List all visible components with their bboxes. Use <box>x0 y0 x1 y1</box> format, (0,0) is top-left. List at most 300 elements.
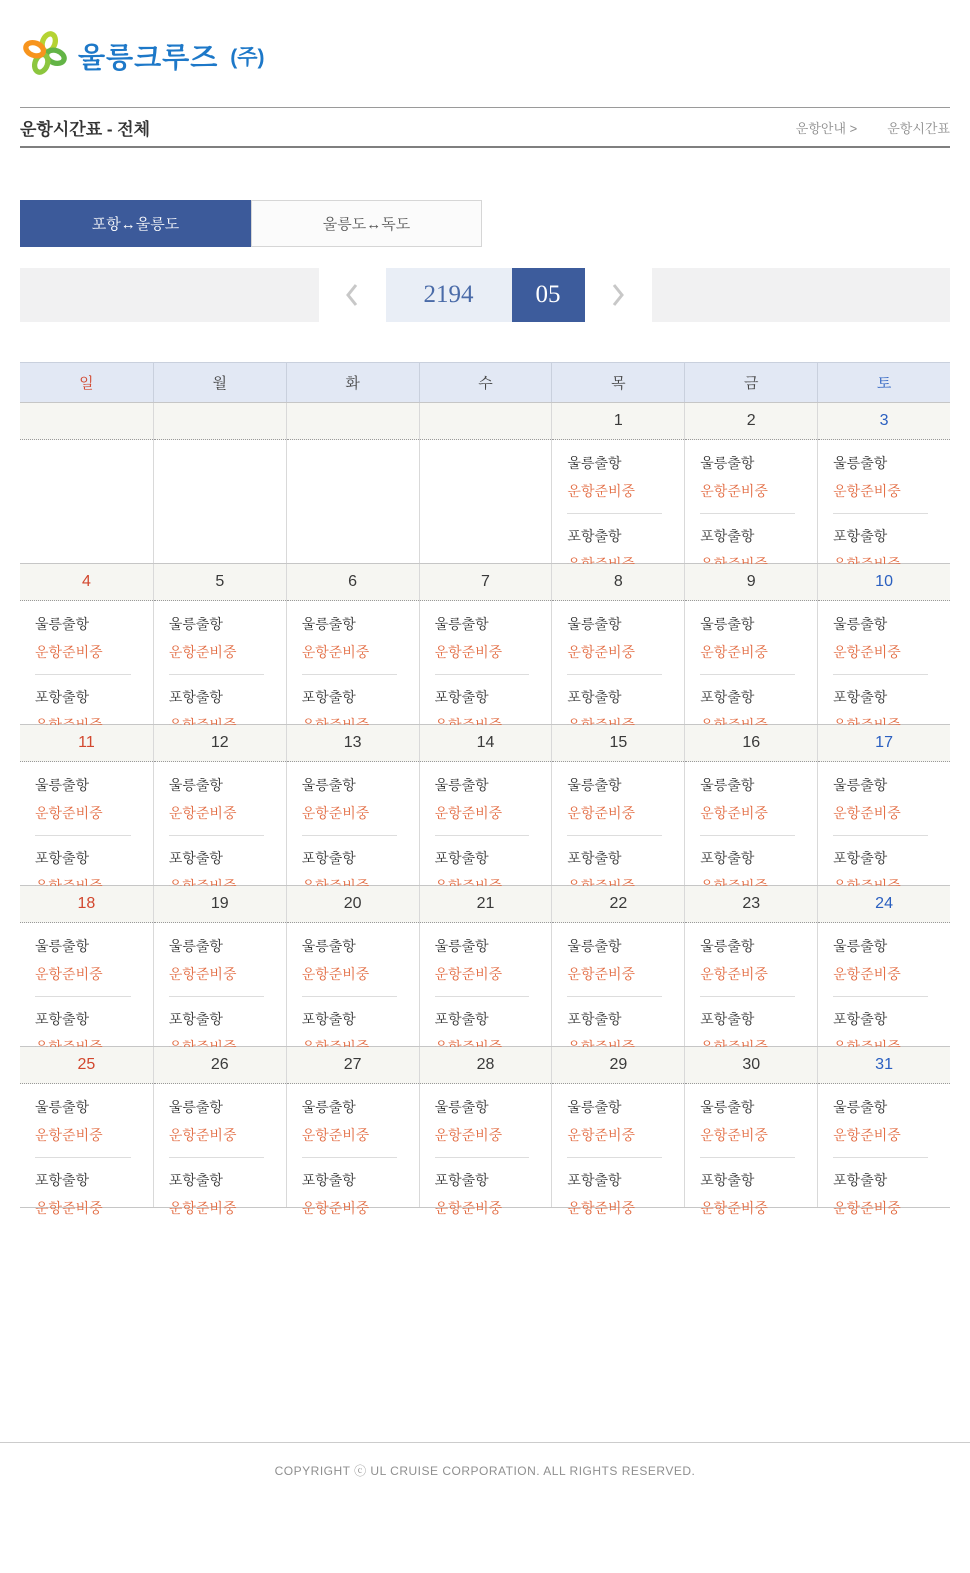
entry-divider <box>35 1157 131 1158</box>
calendar-date: 27 <box>287 1047 419 1084</box>
departure-port-label: 포항출항 <box>168 850 223 866</box>
departure-status: 운항준비중 <box>567 966 636 982</box>
departure-status: 운항준비중 <box>434 966 503 982</box>
calendar-day-cell <box>153 564 286 724</box>
schedule-entry <box>833 936 936 984</box>
calendar-date: 16 <box>685 725 817 762</box>
entry-divider <box>700 835 795 836</box>
tab-ulleungdo-dokdo[interactable]: 울릉도↔독도 <box>251 200 482 247</box>
calendar-day-content <box>420 601 552 724</box>
departure-status: 운항준비중 <box>833 1127 901 1143</box>
calendar-day-cell <box>286 564 419 724</box>
calendar-date: 12 <box>154 725 286 762</box>
departure-status: 운항준비중 <box>301 644 370 660</box>
calendar-day-cell <box>20 403 153 563</box>
departure-port-label: 울릉출항 <box>35 1099 90 1115</box>
entry-divider <box>169 1157 264 1158</box>
calendar-date: 5 <box>154 564 286 601</box>
schedule-entry <box>700 936 803 984</box>
departure-status: 운항준비중 <box>434 805 503 821</box>
calendar-day-content <box>287 440 419 563</box>
page-container <box>20 0 950 1216</box>
entry-divider <box>302 996 397 997</box>
entry-divider <box>833 996 928 997</box>
calendar-day-cell <box>817 403 950 563</box>
departure-port-label: 울릉출항 <box>833 777 888 793</box>
schedule-entry <box>700 453 803 501</box>
calendar-day-content <box>420 1084 552 1216</box>
departure-status: 운항준비중 <box>168 644 237 660</box>
breadcrumb-parent[interactable]: 운항안내 > <box>795 120 858 136</box>
entry-divider <box>435 674 530 675</box>
weekday-header-row <box>20 362 950 402</box>
calendar-date: 31 <box>818 1047 950 1084</box>
entry-divider <box>567 835 662 836</box>
departure-status: 운항준비중 <box>700 483 768 499</box>
departure-port-label: 울릉출항 <box>35 938 90 954</box>
schedule-entry <box>435 936 538 984</box>
schedule-entry <box>302 614 405 662</box>
calendar-day-content <box>818 1084 950 1216</box>
calendar-date: 28 <box>420 1047 552 1084</box>
calendar-day-content <box>552 923 684 1046</box>
chevron-left-icon <box>342 280 362 310</box>
calendar-day-cell <box>551 403 684 563</box>
calendar-date: 20 <box>287 886 419 923</box>
year-display: 2194 <box>386 268 512 322</box>
departure-status: 운항준비중 <box>700 1200 768 1216</box>
calendar-day-content <box>685 440 817 563</box>
schedule-entry <box>567 936 670 984</box>
departure-status: 운항준비중 <box>168 1127 237 1143</box>
calendar-day-cell <box>817 886 950 1046</box>
departure-port-label: 울릉출항 <box>567 1099 622 1115</box>
calendar-day-content <box>20 923 153 1046</box>
site-logo[interactable] <box>22 30 265 81</box>
schedule-entry <box>567 1097 670 1145</box>
schedule-entry <box>700 775 803 823</box>
calendar-day-cell <box>286 403 419 563</box>
departure-port-label: 포항출항 <box>434 850 489 866</box>
entry-divider <box>700 674 795 675</box>
calendar-day-content <box>154 762 286 885</box>
departure-status: 운항준비중 <box>434 1200 503 1216</box>
calendar-date: 21 <box>420 886 552 923</box>
departure-port-label: 포항출항 <box>833 528 888 544</box>
calendar-day-content <box>420 440 552 563</box>
calendar-day-content <box>287 1084 419 1216</box>
entry-divider <box>35 996 131 997</box>
calendar-date: 23 <box>685 886 817 923</box>
calendar-day-cell <box>551 564 684 724</box>
departure-status: 운항준비중 <box>35 1127 103 1143</box>
departure-port-label: 울릉출항 <box>168 616 223 632</box>
departure-status: 운항준비중 <box>301 966 370 982</box>
departure-port-label: 울릉출항 <box>833 1099 888 1115</box>
schedule-entry <box>435 1097 538 1145</box>
weekday-header-fri: 금 <box>684 363 817 402</box>
chevron-right-icon <box>608 280 628 310</box>
weekday-header-tue: 화 <box>286 363 419 402</box>
calendar-day-cell <box>153 886 286 1046</box>
departure-port-label: 울릉출항 <box>35 777 90 793</box>
schedule-entry <box>435 775 538 823</box>
departure-status: 운항준비중 <box>567 805 636 821</box>
departure-port-label: 울릉출항 <box>434 777 489 793</box>
departure-port-label: 울릉출항 <box>168 938 223 954</box>
departure-status: 운항준비중 <box>35 644 103 660</box>
calendar-date: 24 <box>818 886 950 923</box>
brand-name: 울릉크루즈 <box>78 41 219 73</box>
departure-port-label: 포항출항 <box>434 689 489 705</box>
tab-pohang-ulleungdo[interactable]: 포항↔울릉도 <box>20 200 251 247</box>
departure-port-label: 포항출항 <box>833 1011 888 1027</box>
calendar-week <box>20 724 950 885</box>
schedule-entry <box>35 936 139 984</box>
calendar-date: 25 <box>20 1047 153 1084</box>
departure-port-label: 울릉출항 <box>434 938 489 954</box>
weekday-header-sat: 토 <box>817 363 950 402</box>
calendar-day-content <box>685 762 817 885</box>
calendar-date: 1 <box>552 403 684 440</box>
footer-copyright: COPYRIGHT ⓒ UL CRUISE CORPORATION. ALL RIGHTS RESERVED. <box>274 1464 696 1478</box>
calendar-date: 29 <box>552 1047 684 1084</box>
weekday-header-wed: 수 <box>419 363 552 402</box>
departure-port-label: 울릉출항 <box>301 1099 356 1115</box>
entry-divider <box>35 674 131 675</box>
departure-port-label: 포항출항 <box>567 689 622 705</box>
site-header <box>20 0 950 76</box>
calendar-day-cell <box>20 886 153 1046</box>
title-bar <box>20 107 950 148</box>
weekday-header-mon: 월 <box>153 363 286 402</box>
schedule-entry <box>700 1170 803 1218</box>
schedule-entry <box>302 1170 405 1218</box>
route-tabs <box>20 200 950 247</box>
calendar-day-cell <box>684 1047 817 1216</box>
departure-status: 운항준비중 <box>567 483 636 499</box>
departure-port-label: 포항출항 <box>168 689 223 705</box>
departure-status: 운항준비중 <box>168 1200 237 1216</box>
calendar-date: 13 <box>287 725 419 762</box>
departure-port-label: 포항출항 <box>434 1172 489 1188</box>
departure-port-label: 포항출항 <box>301 689 356 705</box>
entry-divider <box>567 1157 662 1158</box>
departure-port-label: 포항출항 <box>301 1172 356 1188</box>
entry-divider <box>302 835 397 836</box>
month-display: 05 <box>512 268 585 322</box>
calendar-date: 11 <box>20 725 153 762</box>
calendar-day-cell <box>419 564 552 724</box>
departure-port-label: 포항출항 <box>35 850 90 866</box>
departure-status: 운항준비중 <box>567 1127 636 1143</box>
departure-status: 운항준비중 <box>833 644 901 660</box>
calendar-day-content <box>20 762 153 885</box>
calendar-day-content <box>420 923 552 1046</box>
departure-port-label: 포항출항 <box>833 850 888 866</box>
calendar-day-content <box>818 762 950 885</box>
calendar-day-content <box>685 1084 817 1216</box>
calendar-day-cell <box>286 725 419 885</box>
calendar-day-content <box>552 601 684 724</box>
calendar-day-content <box>552 762 684 885</box>
departure-port-label: 포항출항 <box>567 528 622 544</box>
calendar-date <box>287 403 419 440</box>
calendar-day-cell <box>551 725 684 885</box>
calendar-day-cell <box>817 725 950 885</box>
calendar-day-content <box>287 762 419 885</box>
calendar-body <box>20 402 950 1216</box>
schedule-entry <box>302 936 405 984</box>
schedule-entry <box>35 1170 139 1218</box>
breadcrumb-current[interactable]: 운항시간표 <box>887 120 950 136</box>
calendar-day-cell <box>286 886 419 1046</box>
calendar-week <box>20 402 950 563</box>
departure-port-label: 포항출항 <box>168 1011 223 1027</box>
entry-divider <box>435 835 530 836</box>
entry-divider <box>700 1157 795 1158</box>
calendar-day-cell <box>153 1047 286 1216</box>
pinwheel-flower-icon <box>22 30 68 81</box>
entry-divider <box>567 513 662 514</box>
calendar-day-content <box>818 440 950 563</box>
departure-port-label: 울릉출항 <box>700 616 755 632</box>
departure-port-label: 울릉출항 <box>434 1099 489 1115</box>
schedule-entry <box>833 1097 936 1145</box>
departure-port-label: 울릉출항 <box>833 616 888 632</box>
calendar-day-cell <box>817 1047 950 1216</box>
calendar-date: 26 <box>154 1047 286 1084</box>
calendar-day-content <box>154 923 286 1046</box>
entry-divider <box>833 835 928 836</box>
departure-port-label: 포항출항 <box>567 1172 622 1188</box>
departure-port-label: 포항출항 <box>567 850 622 866</box>
departure-port-label: 포항출항 <box>700 1011 755 1027</box>
calendar-date: 22 <box>552 886 684 923</box>
departure-port-label: 울릉출항 <box>700 1099 755 1115</box>
calendar-day-cell <box>20 725 153 885</box>
departure-status: 운항준비중 <box>833 1200 901 1216</box>
entry-divider <box>35 835 131 836</box>
departure-port-label: 울릉출항 <box>567 777 622 793</box>
departure-port-label: 울릉출항 <box>301 616 356 632</box>
site-footer <box>0 1442 970 1554</box>
departure-port-label: 울릉출항 <box>567 616 622 632</box>
schedule-entry <box>35 775 139 823</box>
departure-status: 운항준비중 <box>35 1200 103 1216</box>
departure-port-label: 울릉출항 <box>700 938 755 954</box>
calendar-day-content <box>552 440 684 563</box>
departure-port-label: 포항출항 <box>434 1011 489 1027</box>
schedule-entry <box>833 1170 936 1218</box>
schedule-entry <box>567 775 670 823</box>
schedule-entry <box>567 1170 670 1218</box>
departure-port-label: 울릉출항 <box>833 455 888 471</box>
departure-status: 운항준비중 <box>833 805 901 821</box>
departure-status: 운항준비중 <box>700 1127 768 1143</box>
departure-status: 운항준비중 <box>168 805 237 821</box>
departure-status: 운항준비중 <box>567 1200 636 1216</box>
entry-divider <box>435 1157 530 1158</box>
calendar-day-cell <box>153 725 286 885</box>
entry-divider <box>169 674 264 675</box>
schedule-entry <box>833 614 936 662</box>
schedule-entry <box>302 775 405 823</box>
schedule-entry <box>35 614 139 662</box>
departure-status: 운항준비중 <box>301 1127 370 1143</box>
departure-port-label: 포항출항 <box>301 1011 356 1027</box>
entry-divider <box>567 996 662 997</box>
schedule-entry <box>169 1097 272 1145</box>
calendar-date: 10 <box>818 564 950 601</box>
departure-port-label: 포항출항 <box>700 528 755 544</box>
calendar-date: 30 <box>685 1047 817 1084</box>
calendar-day-content <box>818 601 950 724</box>
entry-divider <box>700 996 795 997</box>
departure-port-label: 포항출항 <box>35 689 90 705</box>
departure-status: 운항준비중 <box>434 644 503 660</box>
schedule-entry <box>833 775 936 823</box>
departure-port-label: 포항출항 <box>700 1172 755 1188</box>
schedule-entry <box>435 1170 538 1218</box>
departure-status: 운항준비중 <box>35 966 103 982</box>
weekday-header-sun: 일 <box>79 375 94 392</box>
calendar-week <box>20 885 950 1046</box>
schedule-entry <box>302 1097 405 1145</box>
departure-status: 운항준비중 <box>301 805 370 821</box>
calendar-day-cell <box>419 1047 552 1216</box>
schedule-entry <box>567 453 670 501</box>
departure-port-label: 울릉출항 <box>301 777 356 793</box>
month-nav-group <box>319 268 652 322</box>
departure-port-label: 울릉출항 <box>168 1099 223 1115</box>
calendar-day-content <box>20 1084 153 1216</box>
calendar-day-content <box>685 923 817 1046</box>
departure-port-label: 울릉출항 <box>567 938 622 954</box>
calendar-date: 15 <box>552 725 684 762</box>
schedule-entry <box>700 614 803 662</box>
calendar-day-cell <box>286 1047 419 1216</box>
calendar-date: 17 <box>818 725 950 762</box>
calendar-day-cell <box>20 564 153 724</box>
departure-port-label: 울릉출항 <box>35 616 90 632</box>
page-title: 운항시간표 - 전체 <box>20 119 151 139</box>
calendar-day-content <box>20 440 153 563</box>
departure-port-label: 포항출항 <box>168 1172 223 1188</box>
calendar-day-cell <box>419 886 552 1046</box>
calendar-date: 8 <box>552 564 684 601</box>
departure-port-label: 울릉출항 <box>168 777 223 793</box>
calendar-day-content <box>154 1084 286 1216</box>
schedule-entry <box>700 1097 803 1145</box>
departure-port-label: 포항출항 <box>700 850 755 866</box>
departure-status: 운항준비중 <box>434 1127 503 1143</box>
departure-port-label: 포항출항 <box>35 1172 90 1188</box>
schedule-entry <box>169 1170 272 1218</box>
calendar-date: 14 <box>420 725 552 762</box>
calendar-day-cell <box>153 403 286 563</box>
departure-port-label: 포항출항 <box>35 1011 90 1027</box>
departure-status: 운항준비중 <box>833 966 901 982</box>
entry-divider <box>700 513 795 514</box>
calendar-day-cell <box>419 725 552 885</box>
entry-divider <box>302 1157 397 1158</box>
calendar-day-cell <box>684 725 817 885</box>
schedule-entry <box>567 614 670 662</box>
departure-port-label: 울릉출항 <box>567 455 622 471</box>
departure-port-label: 포항출항 <box>833 689 888 705</box>
calendar-week <box>20 563 950 724</box>
departure-status: 운항준비중 <box>301 1200 370 1216</box>
schedule-entry <box>35 1097 139 1145</box>
calendar-date: 9 <box>685 564 817 601</box>
calendar-date <box>154 403 286 440</box>
prev-month-button[interactable] <box>319 268 386 322</box>
calendar-day-content <box>287 601 419 724</box>
entry-divider <box>833 674 928 675</box>
schedule-calendar <box>20 362 950 1216</box>
entry-divider <box>833 1157 928 1158</box>
schedule-entry <box>169 775 272 823</box>
month-nav-bar <box>20 268 950 322</box>
breadcrumb <box>796 118 950 137</box>
calendar-week <box>20 1046 950 1216</box>
entry-divider <box>169 835 264 836</box>
departure-port-label: 울릉출항 <box>434 616 489 632</box>
calendar-day-content <box>420 762 552 885</box>
calendar-date: 4 <box>20 564 153 601</box>
departure-status: 운항준비중 <box>700 805 768 821</box>
entry-divider <box>833 513 928 514</box>
entry-divider <box>169 996 264 997</box>
departure-port-label: 포항출항 <box>833 1172 888 1188</box>
departure-port-label: 울릉출항 <box>700 777 755 793</box>
entry-divider <box>567 674 662 675</box>
calendar-date: 19 <box>154 886 286 923</box>
departure-port-label: 포항출항 <box>567 1011 622 1027</box>
brand-suffix: (주) <box>230 45 265 69</box>
departure-status: 운항준비중 <box>833 483 901 499</box>
next-month-button[interactable] <box>585 268 652 322</box>
calendar-date: 2 <box>685 403 817 440</box>
calendar-date: 18 <box>20 886 153 923</box>
calendar-day-cell <box>817 564 950 724</box>
calendar-day-cell <box>551 886 684 1046</box>
calendar-day-content <box>154 440 286 563</box>
calendar-day-cell <box>684 564 817 724</box>
calendar-day-cell <box>684 403 817 563</box>
schedule-entry <box>435 614 538 662</box>
departure-status: 운항준비중 <box>168 966 237 982</box>
calendar-day-content <box>818 923 950 1046</box>
departure-port-label: 울릉출항 <box>700 455 755 471</box>
entry-divider <box>435 996 530 997</box>
calendar-day-cell <box>551 1047 684 1216</box>
schedule-entry <box>169 936 272 984</box>
schedule-entry <box>169 614 272 662</box>
calendar-day-content <box>685 601 817 724</box>
calendar-day-content <box>552 1084 684 1216</box>
calendar-day-content <box>154 601 286 724</box>
schedule-entry <box>833 453 936 501</box>
entry-divider <box>302 674 397 675</box>
calendar-day-cell <box>684 886 817 1046</box>
calendar-date: 7 <box>420 564 552 601</box>
departure-status: 운항준비중 <box>35 805 103 821</box>
departure-port-label: 울릉출항 <box>833 938 888 954</box>
calendar-day-content <box>20 601 153 724</box>
calendar-day-content <box>287 923 419 1046</box>
